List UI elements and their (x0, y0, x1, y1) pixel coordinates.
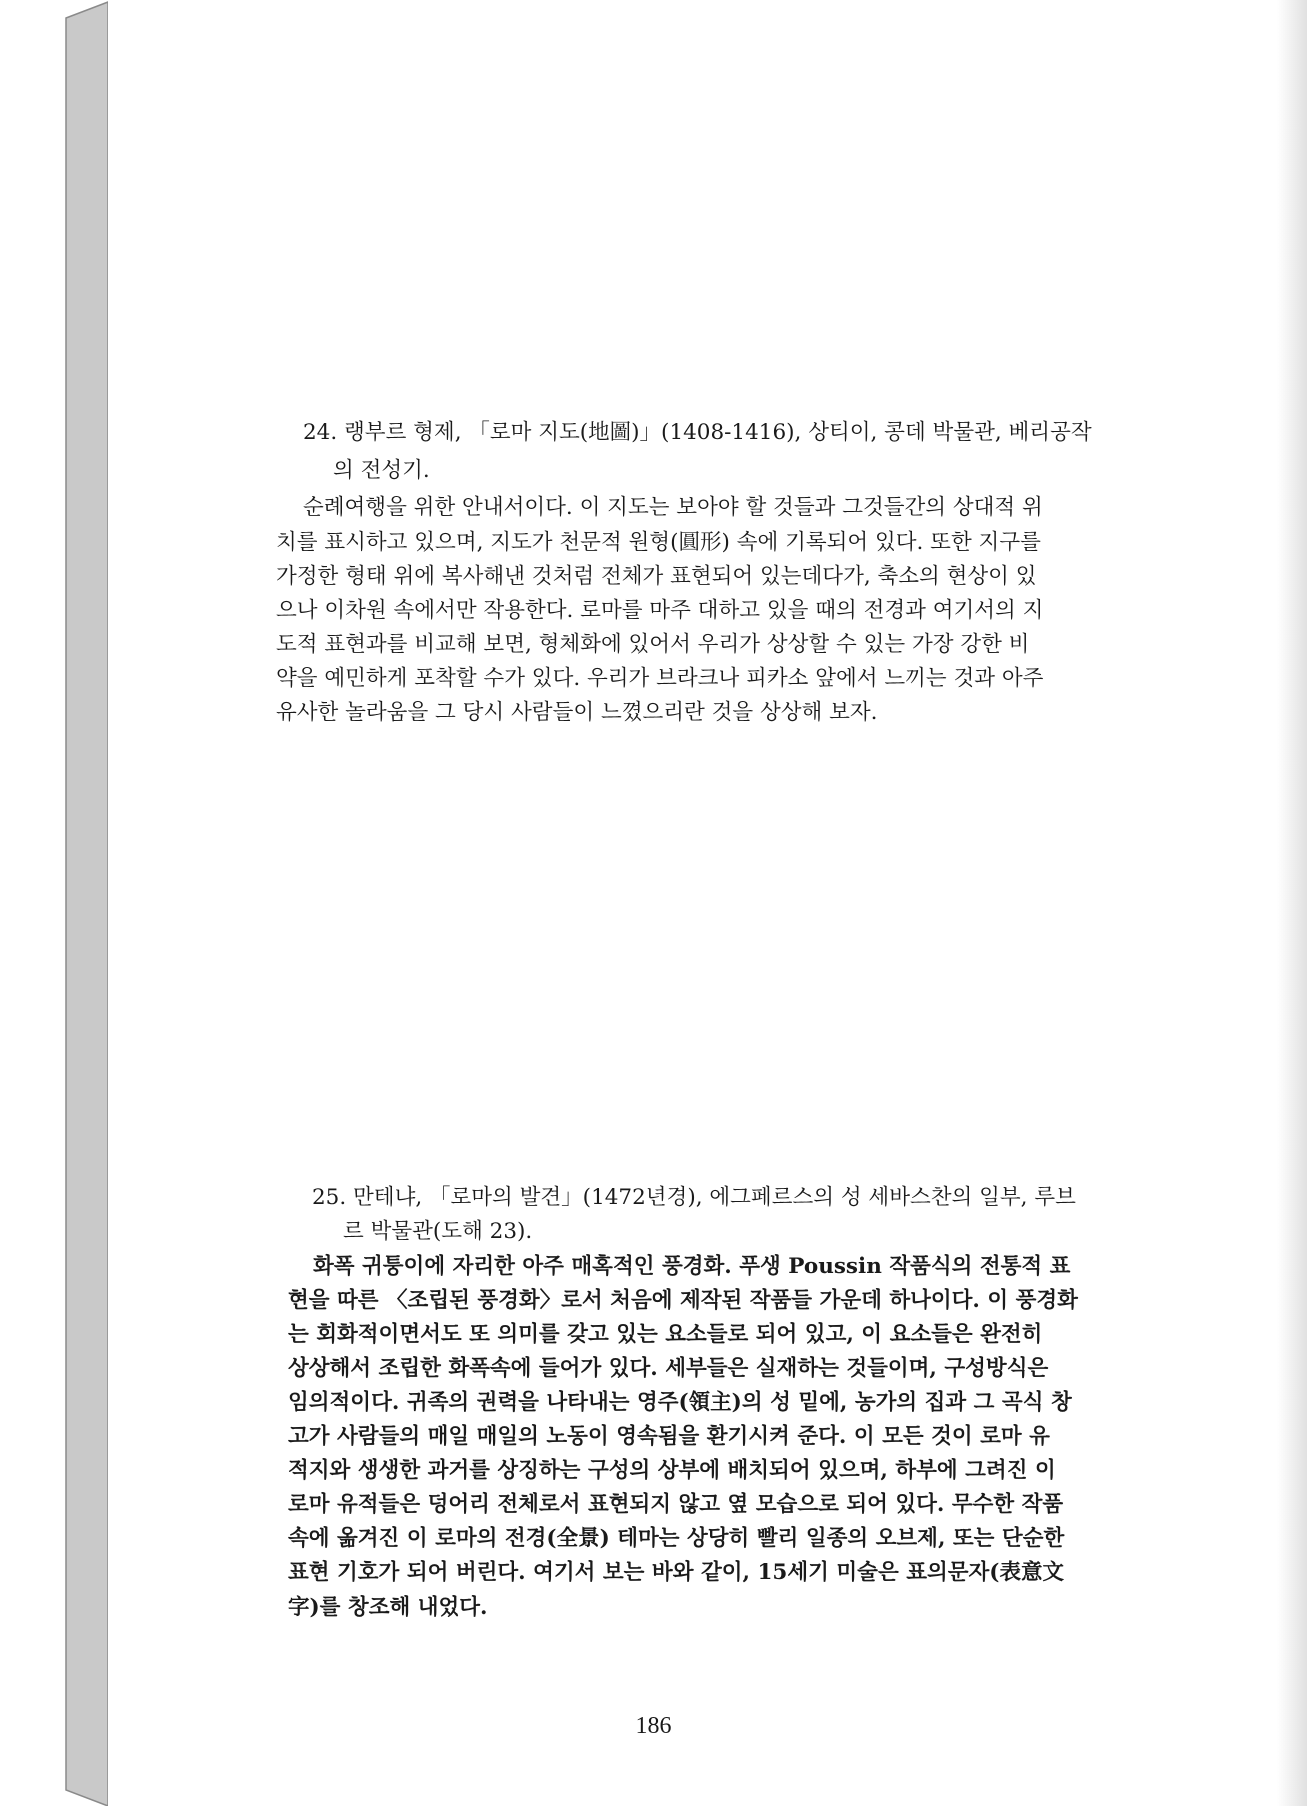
body-24-line-5: 도적 표현과를 비교해 보면, 형체화에 있어서 우리가 상상할 수 있는 가장 강한 비 (276, 632, 1030, 657)
body-25-line-5: 임의적이다. 귀족의 권력을 나타내는 영주(領主)의 성 밑에, 농가의 집과 그 곡식 창 (288, 1390, 1072, 1415)
body-25-line-2: 현을 따른 〈조립된 풍경화〉로서 처음에 제작된 작품들 가운데 하나이다. 이 풍경화 (288, 1288, 1078, 1313)
body-24-line-1: 순례여행을 위한 안내서이다. 이 지도는 보아야 할 것들과 그것들간의 상대적 위 (303, 495, 1043, 520)
body-24-line-2: 치를 표시하고 있으며, 지도가 천문적 원형(圓形) 속에 기록되어 있다. 또한 지구를 (276, 530, 1041, 555)
body-24-line-3: 가정한 형태 위에 복사해낸 것처럼 전체가 표현되어 있는데다가, 축소의 현상이 있 (276, 564, 1037, 589)
body-25-line-4: 상상해서 조립한 화폭속에 들어가 있다. 세부들은 실재하는 것들이며, 구성방식은 (288, 1356, 1049, 1381)
body-25-line-9: 속에 옮겨진 이 로마의 전경(全景) 테마는 상당히 빨리 일종의 오브제, 또는 단순한 (288, 1526, 1065, 1551)
caption-24-line-2: 의 전성기. (333, 458, 430, 483)
body-24-line-6: 약을 예민하게 포착할 수가 있다. 우리가 브라크나 피카소 앞에서 느끼는 것과 아주 (276, 666, 1044, 691)
body-25-line-7: 적지와 생생한 과거를 상징하는 구성의 상부에 배치되어 있으며, 하부에 그려진 이 (288, 1458, 1056, 1483)
body-25-line-11: 字)를 창조해 내었다. (288, 1595, 488, 1620)
body-24-line-4: 으나 이차원 속에서만 작용한다. 로마를 마주 대하고 있을 때의 전경과 여기서의 지 (276, 598, 1044, 623)
body-25-line-3: 는 회화적이면서도 또 의미를 갖고 있는 요소들로 되어 있고, 이 요소들은 완전히 (288, 1322, 1043, 1347)
page-edge-shadow (1277, 0, 1307, 1806)
body-25-line-10: 표현 기호가 되어 버린다. 여기서 보는 바와 같이, 15세기 미술은 표의문자(表意文 (288, 1560, 1064, 1585)
body-25-line-8: 로마 유적들은 덩어리 전체로서 표현되지 않고 옆 모습으로 되어 있다. 무수한 작품 (288, 1492, 1064, 1517)
caption-24-line-1: 24. 랭부르 형제, 「로마 지도(地圖)」(1408-1416), 상티이, 콩데 박물관, 베리공작 (303, 420, 1092, 445)
page-number: 186 (635, 1713, 672, 1739)
caption-25-line-2: 르 박물관(도해 23). (343, 1219, 533, 1244)
body-25-line-1: 화폭 귀퉁이에 자리한 아주 매혹적인 풍경화. 푸생 Poussin 작품식의 전통적 표 (313, 1254, 1071, 1279)
body-25-line-6: 고가 사람들의 매일 매일의 노동이 영속됨을 환기시켜 준다. 이 모든 것이 로마 유 (288, 1424, 1050, 1449)
body-24-line-7: 유사한 놀라움을 그 당시 사람들이 느꼈으리란 것을 상상해 보자. (276, 700, 878, 725)
caption-25-line-1: 25. 만테냐, 「로마의 발견」(1472년경), 에그페르스의 성 세바스찬의 일부, 루브 (312, 1185, 1076, 1210)
